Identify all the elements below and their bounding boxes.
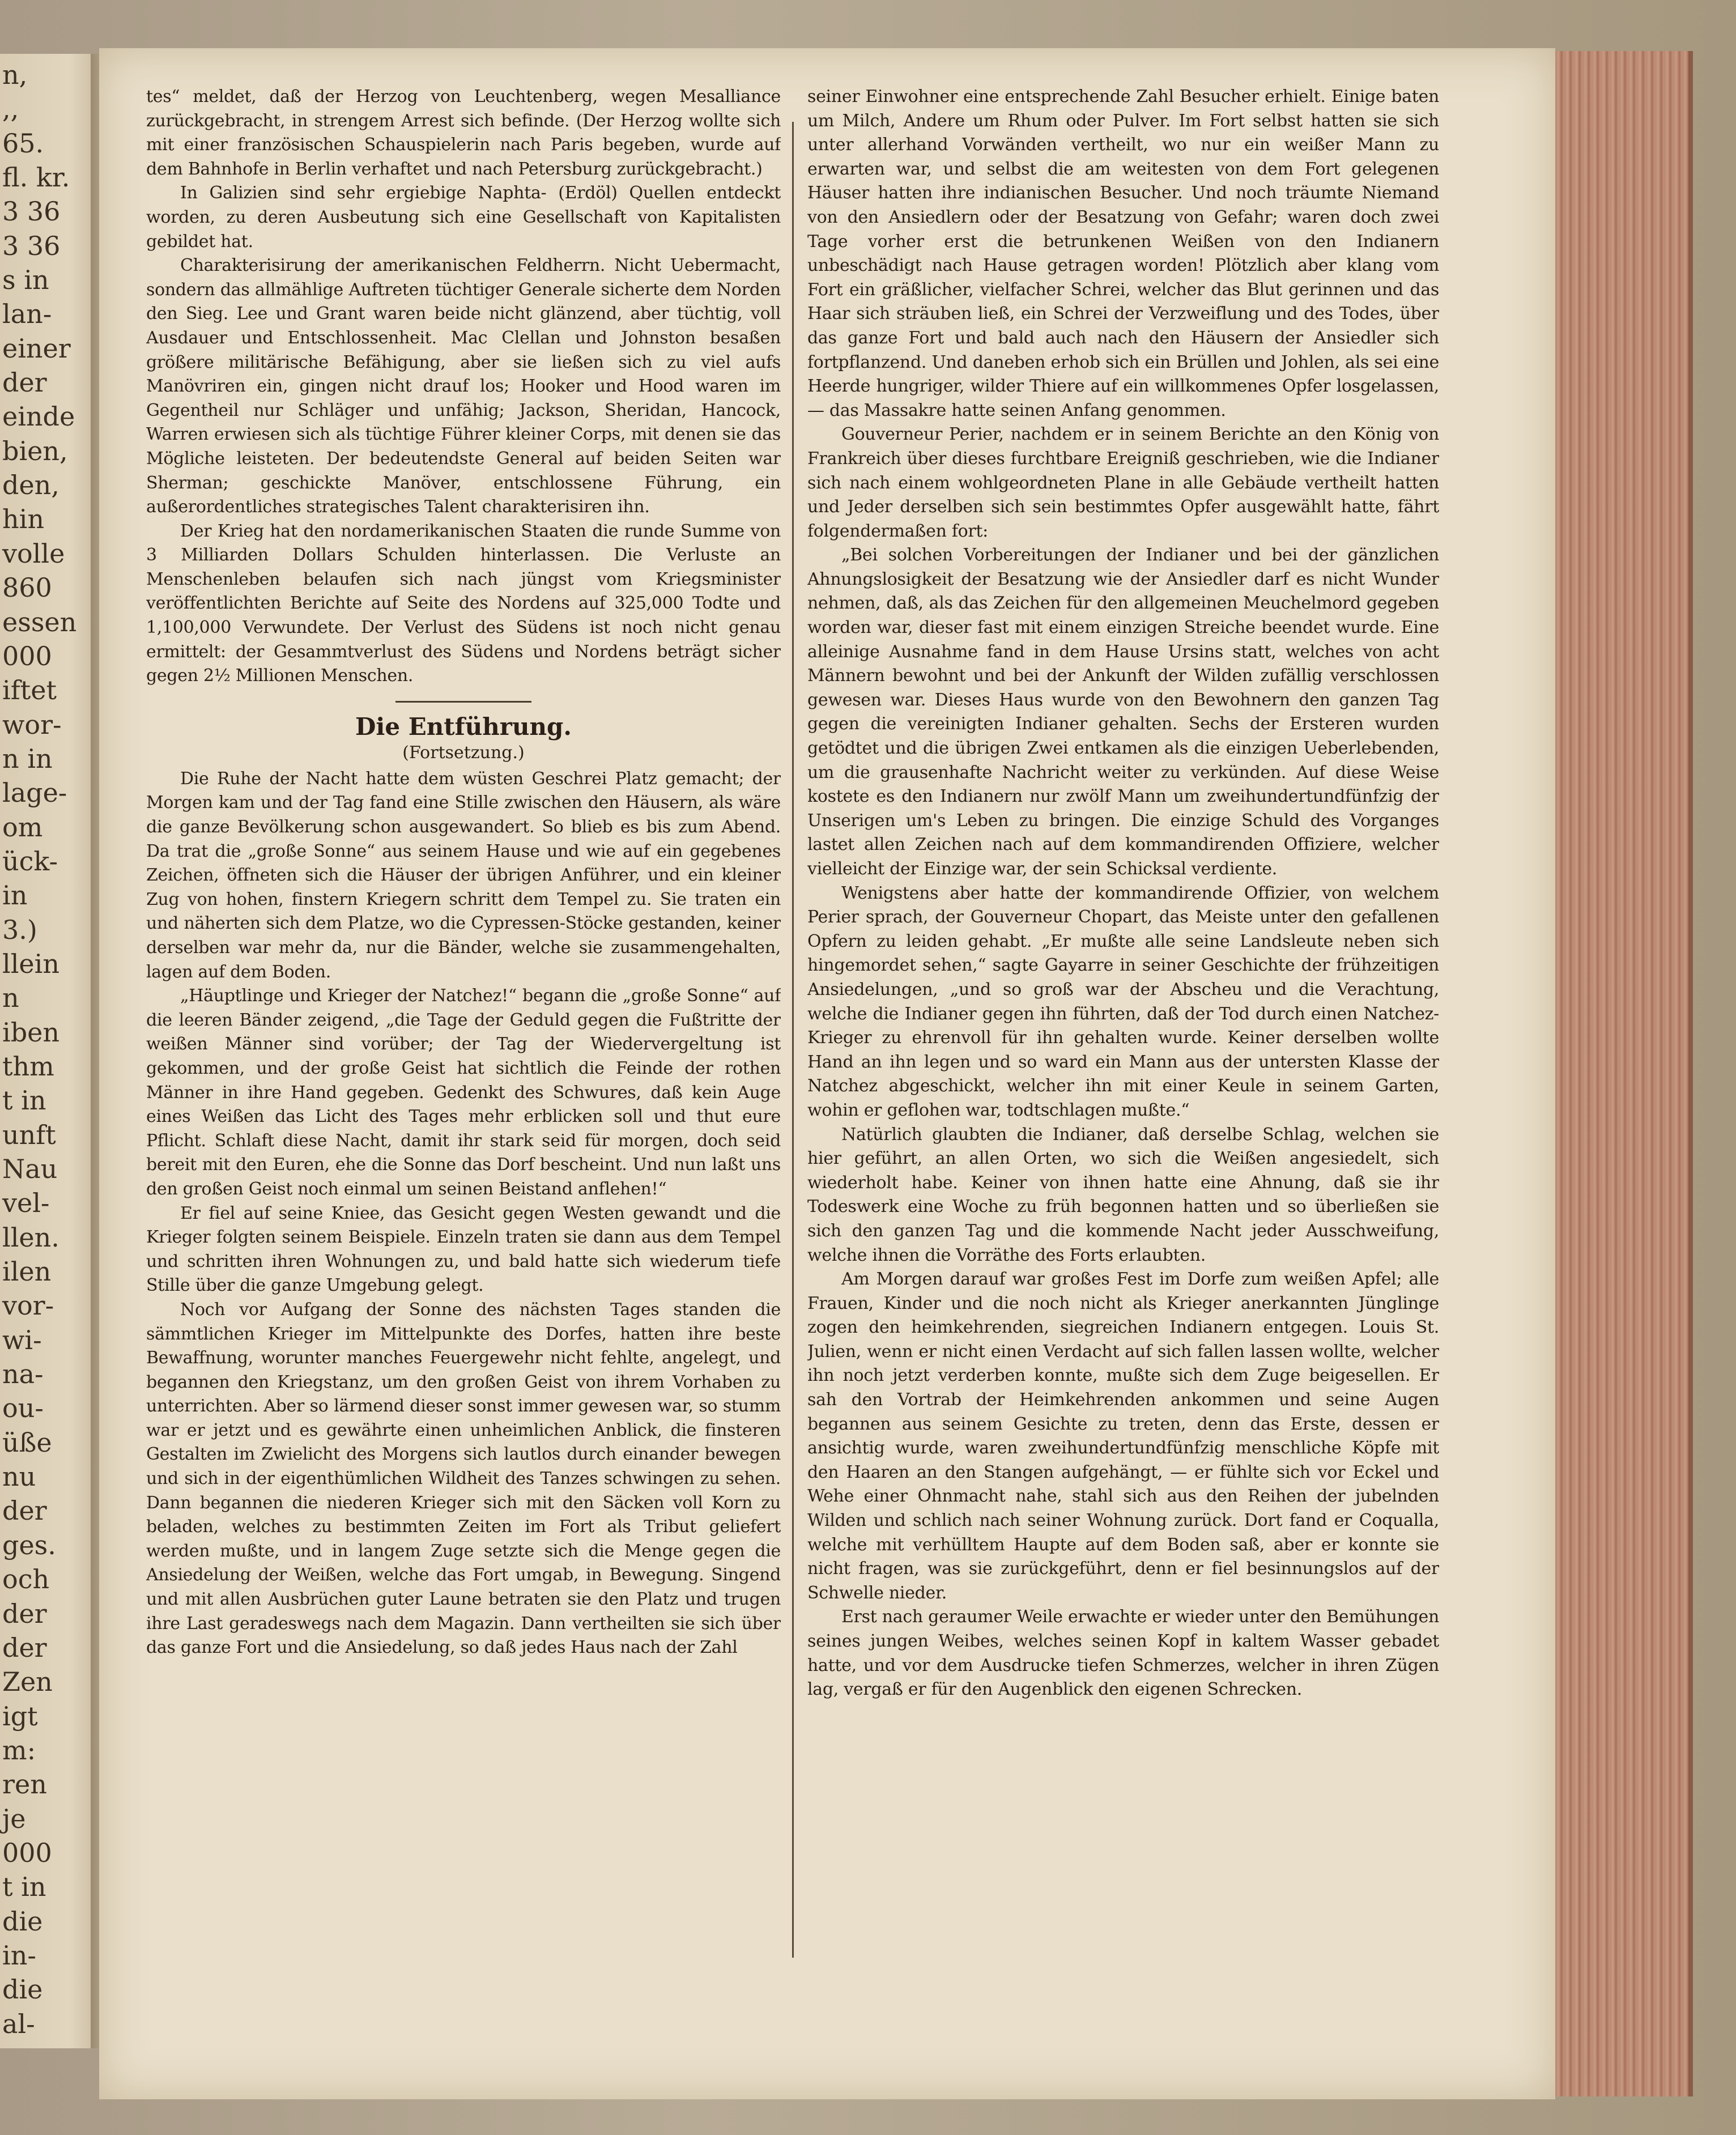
paragraph: Er fiel auf seine Kniee, das Gesicht gegen Westen gewandt und die Krieger folgten seinem Beispiele. Einzeln traten sie dann aus dem Tempel und schritten ihren Wohnungen zu, und bald hatte sich wiederum tiefe Stille über die ganze Umgebung gelegt.: [146, 1203, 781, 1296]
previous-page-fragment: lage-: [2, 777, 67, 809]
paragraph: „Häuptlinge und Krieger der Natchez!“ begann die „große Sonne“ auf die leeren Bänder zeigend, „die Tage der Geduld gegen die Fußtritte der weißen Männer sind vorüber; der Tag der Wiedervergeltung ist gekommen, und der große Geist hat sichtlich die Feinde der rothen Männer in ihre Hand gegeben. Gedenkt des Schwures, daß kein Auge eines Weißen das Licht des Tages mehr erblicken soll und thut eure Pflicht. Schlaft diese Nacht, damit ihr stark seid für morgen, doch seid bereit mit den Euren, ehe die Sonne das Dorf bescheint. Und nun laßt uns den großen Geist noch einmal um seinen Beistand anflehen!“: [146, 986, 781, 1199]
previous-page-fragment: thm: [2, 1051, 54, 1082]
previous-page-fragment: llein: [2, 948, 59, 979]
previous-page-fragment: der: [2, 1598, 47, 1629]
previous-page-fragment: n: [2, 983, 19, 1014]
previous-page-fragment: lan-: [2, 299, 52, 330]
previous-page-fragment: den,: [2, 470, 59, 501]
previous-page-fragment: nu: [2, 1461, 36, 1492]
previous-page-fragment: Zen: [2, 1666, 53, 1698]
paragraph: Wenigstens aber hatte der kommandirende Offizier, von welchem Perier sprach, der Gouverneur Chopart, das Meiste unter den gefallenen Opfern zu leiden gehabt. „Er mußte alle seine Landsleute neben sich hingemordet sehen,“ sagte Gayarre in seiner Geschichte der frühzeitigen Ansiedelungen, „und so groß war der Abscheu und die Verachtung, welche die Indianer gegen ihn führten, daß der Tod durch einen Natchez-Krieger zu ehrenvoll für ihn gehalten wurde. Keiner derselben wollte Hand an ihn legen und so ward ein Mann aus der untersten Klasse der Natchez abgeschickt, welcher ihn mit einer Keule in seinem Garten, wohin er geflohen war, todtschlagen mußte.“: [807, 883, 1439, 1120]
previous-page-fragment: in-: [2, 1940, 36, 1971]
previous-page-fragment: wor-: [2, 709, 62, 740]
previous-page-fragment: 3.): [2, 914, 37, 945]
paragraph: In Galizien sind sehr ergiebige Naphta- (Erdöl) Quellen entdeckt worden, zu deren Ausbeutung sich eine Gesellschaft von Kapitalisten gebildet hat.: [146, 183, 781, 252]
left-column: [146, 85, 781, 1955]
previous-page-fragment: na-: [2, 1359, 44, 1390]
previous-page-fragment: die: [2, 1906, 43, 1937]
previous-page-fragment: die: [2, 1974, 43, 2005]
previous-page-fragment: 860: [2, 572, 52, 603]
paragraph: tes“ meldet, daß der Herzog von Leuchtenberg, wegen Mesalliance zurückgebracht, in strengem Arrest sich befinde. (Der Herzog wollte sich mit einer französischen Schauspielerin nach Paris begeben, wurde auf dem Bahnhofe in Berlin verhaftet und nach Petersburg zurückgebracht.): [146, 87, 781, 179]
paragraph: Natürlich glaubten die Indianer, daß derselbe Schlag, welchen sie hier geführt, an allen Orten, wo sich die Weißen angesiedelt, sich wiederholt habe. Keiner von ihnen hatte eine Ahnung, daß sie ihr Todeswerk eine Woche zu früh begonnen hatten und so überließen sie sich den ganzen Tag und die kommende Nacht jeder Ausschweifung, welche ihnen die Vorräthe des Forts erlaubten.: [807, 1124, 1439, 1265]
column-rule: [792, 122, 794, 1958]
previous-page-fragment: wi-: [2, 1324, 42, 1355]
previous-page-fragment: der: [2, 1495, 47, 1526]
paragraph: Gouverneur Perier, nachdem er in seinem Berichte an den König von Frankreich über dieses furchtbare Ereigniß geschrieben, wie die Indianer sich nach einem wohlgeordneten Plane in alle Gebäude vertheilt hatten und Jeder derselben sich sein bestimmtes Opfer ausgewählt hatte, fährt folgendermaßen fort:: [807, 424, 1439, 541]
previous-page-fragment: 65.: [2, 127, 44, 159]
paragraph: seiner Einwohner eine entsprechende Zahl Besucher erhielt. Einige baten um Milch, Andere um Rhum oder Pulver. Im Fort selbst hatten sie sich unter allerhand Vorwänden vertheilt, wo nur ein weißer Mann zu erwarten war, und selbst die am weitesten von dem Fort gelegenen Häuser hatten ihre indianischen Besucher. Und noch träumte Niemand von den Ansiedlern oder der Besatzung von Gefahr; waren doch zwei Tage vorher erst die betrunkenen Weißen von den Indianern unbeschädigt nach Hause getragen worden! Plötzlich aber klang vom Fort ein gräßlicher, vielfacher Schrei, welcher das Blut gerinnen und das Haar sich sträuben ließ, ein Schrei der Verzweiflung und des Todes, über das ganze Fort und bald auch nach den Häusern der Ansiedler sich fortpflanzend. Und daneben erhob sich ein Brüllen und Johlen, als sei eine Heerde hungriger, wilder Thiere auf ein willkommenes Opfer losgelassen, — das Massakre hatte seinen Anfang genommen.: [807, 87, 1439, 420]
previous-page-fragment: iftet: [2, 675, 57, 706]
paragraph: Der Krieg hat den nordamerikanischen Staaten die runde Summe von 3 Milliarden Dollars Schulden hinterlassen. Die Verluste an Menschenleben belaufen sich nach jüngst vom Kriegsminister veröffentlichten Berichte auf Seite des Nordens auf 325,000 Todte und 1,100,000 Verwundete. Der Verlust des Südens ist noch nicht genau ermittelt: der Gesammtverlust des Südens und Nordens beträgt sicher gegen 2½ Millionen Menschen.: [146, 521, 781, 686]
previous-page-fragment: bien,: [2, 435, 68, 466]
section-divider: [395, 701, 531, 703]
previous-page-fragment: m:: [2, 1734, 36, 1766]
previous-page-edge: [0, 54, 99, 2048]
previous-page-fragment: ück-: [2, 845, 58, 877]
paragraph: Noch vor Aufgang der Sonne des nächsten Tages standen die sämmtlichen Krieger im Mittelpunkte des Dorfes, hatten ihre beste Bewaffnung, worunter manches Feuergewehr nicht fehlte, angelegt, und begannen den Kriegstanz, um den großen Geist von ihrem Vorhaben zu unterrichten. Aber so lärmend dieser sonst immer gewesen war, so stumm war er jetzt und es gewährte einen unheimlichen Anblick, die finsteren Gestalten im Zwielicht des Morgens sich lautlos durch einander bewegen und sich in der eigenthümlichen Wildheit des Tanzes schwingen zu sehen. Dann begannen die niederen Krieger sich mit den Säcken voll Korn zu beladen, welches zu bestimmten Zeiten im Fort als Tribut geliefert werden mußte, und in langem Zuge setzte sich die Menge gegen die Ansiedelung der Weißen, welche das Fort umgab, in Bewegung. Singend und mit allen Ausbrüchen guter Laune betraten sie den Platz und trugen ihre Last geradeswegs nach dem Magazin. Dann vertheilten sie sich über das ganze Fort und die Ansiedelung, so daß jedes Haus nach der Zahl: [146, 1299, 781, 1658]
paragraph: Charakterisirung der amerikanischen Feldherrn. Nicht Uebermacht, sondern das allmählige Auftreten tüchtiger Generale sicherte dem Norden den Sieg. Lee und Grant waren beide nicht glänzend, aber tüchtig, voll Ausdauer und Entschlossenheit. Mac Clellan und Johnston besaßen größere militärische Befähigung, aber sie ließen sich zu viel aufs Manövriren ein, gingen nicht drauf los; Hooker und Hood waren im Gegentheil nur Schläger und unfähig; Jackson, Sheridan, Hancock, Warren erwiesen sich als tüchtige Führer kleiner Corps, mit denen sie das Mögliche leisteten. Der bedeutendste General auf beiden Seiten war Sherman; geschickte Manöver, entschlossene Führung, ein außerordentliches strategisches Talent charakterisiren ihn.: [146, 256, 781, 517]
previous-page-fragment: einer: [2, 333, 71, 364]
previous-page-fragment: ilen: [2, 1256, 52, 1287]
previous-page-fragment: je: [2, 1803, 26, 1834]
previous-page-fragment: essen: [2, 606, 77, 637]
previous-page-fragment: n in: [2, 743, 53, 774]
previous-page-fragment: üße: [2, 1427, 52, 1458]
previous-page-fragment: einde: [2, 401, 75, 432]
previous-page-fragment: och: [2, 1564, 50, 1595]
previous-page-fragment: 000: [2, 640, 52, 671]
book-block-edges: [1555, 51, 1693, 2096]
previous-page-fragment: hin: [2, 504, 44, 535]
paragraph: Erst nach geraumer Weile erwachte er wieder unter den Bemühungen seines jungen Weibes, welches seinen Kopf in kaltem Wasser gebadet hatte, und vor dem Ausdrucke tiefen Schmerzes, welcher in ihren Zügen lag, vergaß er für den Augenblick den eigenen Schrecken.: [807, 1607, 1439, 1700]
previous-page-fragment: ,,: [2, 93, 19, 125]
previous-page-fragment: 000: [2, 1837, 52, 1868]
previous-page-fragment: iben: [2, 1017, 60, 1048]
paragraph: Am Morgen darauf war großes Fest im Dorfe zum weißen Apfel; alle Frauen, Kinder und die noch nicht als Krieger anerkannten Jünglinge zogen den heimkehrenden, siegreichen Indianern entgegen. Louis St. Julien, wenn er nicht einen Verdacht auf sich fallen lassen wollte, welcher ihn noch jetzt verderben konnte, mußte sich dem Zuge beigesellen. Er sah den Vortrab der Heimkehrenden ankommen und seine Augen begannen aus seinem Gesichte zu treten, denn das Erste, dessen er ansichtig wurde, waren zweihundertundfünfzig menschliche Köpfe mit den Haaren an den Stangen aufgehängt, — er fühlte sich vor Eckel und Wehe einer Ohnmacht nahe, stahl sich aus den Reihen der jubelnden Wilden und schlich nach seiner Wohnung zurück. Dort fand er Coqualla, welche mit verhülltem Haupte auf dem Boden saß, aber er konnte sie nicht fragen, was sie zurückgeführt, denn er fiel besinnungslos auf der Schwelle nieder.: [807, 1269, 1439, 1603]
previous-page-fragment: ges.: [2, 1529, 56, 1560]
previous-page-fragment: llen.: [2, 1222, 59, 1253]
previous-page-fragment: n,: [2, 59, 28, 90]
previous-page-fragment: volle: [2, 538, 65, 569]
previous-page-fragment: t in: [2, 1085, 46, 1116]
previous-page-fragment: al-: [2, 2008, 35, 2039]
previous-page-fragment: ou-: [2, 1393, 44, 1424]
previous-page-fragment: vor-: [2, 1290, 54, 1321]
previous-page-fragment: der: [2, 367, 47, 398]
previous-page-fragment: vel-: [2, 1188, 50, 1219]
previous-page-fragment: in: [2, 880, 28, 911]
paragraph: Die Ruhe der Nacht hatte dem wüsten Geschrei Platz gemacht; der Morgen kam und der Tag fand eine Stille zwischen den Häusern, als wäre die ganze Bevölkerung schon ausgewandert. So blieb es bis zum Abend. Da trat die „große Sonne“ aus seinem Hause und wie auf ein gegebenes Zeichen, öffneten sich die Häuser der übrigen Anführer, und ein kleiner Zug von hohen, finstern Kriegern schritt dem Tempel zu. Sie traten ein und näherten sich dem Platze, wo die Cypressen-Stöcke gestanden, keiner derselben war mehr da, nur die Bänder, welche sie zusammengehalten, lagen auf dem Boden.: [146, 768, 781, 982]
paragraph: „Bei solchen Vorbereitungen der Indianer und bei der gänzlichen Ahnungslosigkeit der Besatzung wie der Ansiedler darf es nicht Wunder nehmen, daß, als das Zeichen für den allgemeinen Meuchelmord gegeben worden war, dieser fast mit einem einzigen Streiche beendet wurde. Eine alleinige Ausnahme fand in dem Hause Ursins statt, welches von acht Männern bewohnt und bei der Ankunft der Wilden zufällig verschlossen gewesen war. Dieses Haus wurde von den Bewohnern den ganzen Tag gegen die vereinigten Indianer gehalten. Sechs der Ersteren wurden getödtet und die übrigen Zwei entkamen als die einzigen Ueberlebenden, um die grausenhafte Nachricht weiter zu verkünden. Auf diese Weise kostete es den Indianern nur zwölf Mann um zweihundertundfünfzig der Unserigen um's Leben zu bringen. Die einzige Schuld des Vorganges lastet allen Zeichen nach auf dem kommandirenden Offiziere, welcher vielleicht der Einzige war, der sein Schicksal verdiente.: [807, 545, 1439, 879]
previous-page-fragment: s in: [2, 265, 49, 296]
previous-page-fragment: igt: [2, 1700, 38, 1732]
previous-page-fragment: ren: [2, 1769, 47, 1800]
previous-page-fragment: 3 36: [2, 196, 61, 227]
previous-page-fragment: unft: [2, 1119, 56, 1150]
previous-page-fragment: om: [2, 811, 43, 843]
previous-page-fragment: 3 36: [2, 230, 61, 261]
article-title: Die Entführung.: [355, 712, 572, 741]
previous-page-fragment: Nau: [2, 1154, 58, 1185]
right-column: [807, 85, 1439, 1955]
previous-page-fragment: t in: [2, 1872, 46, 1903]
previous-page-fragment: fl. kr.: [2, 162, 70, 193]
article-subtitle: (Fortsetzung.): [402, 742, 525, 763]
previous-page-fragment: der: [2, 1632, 47, 1663]
